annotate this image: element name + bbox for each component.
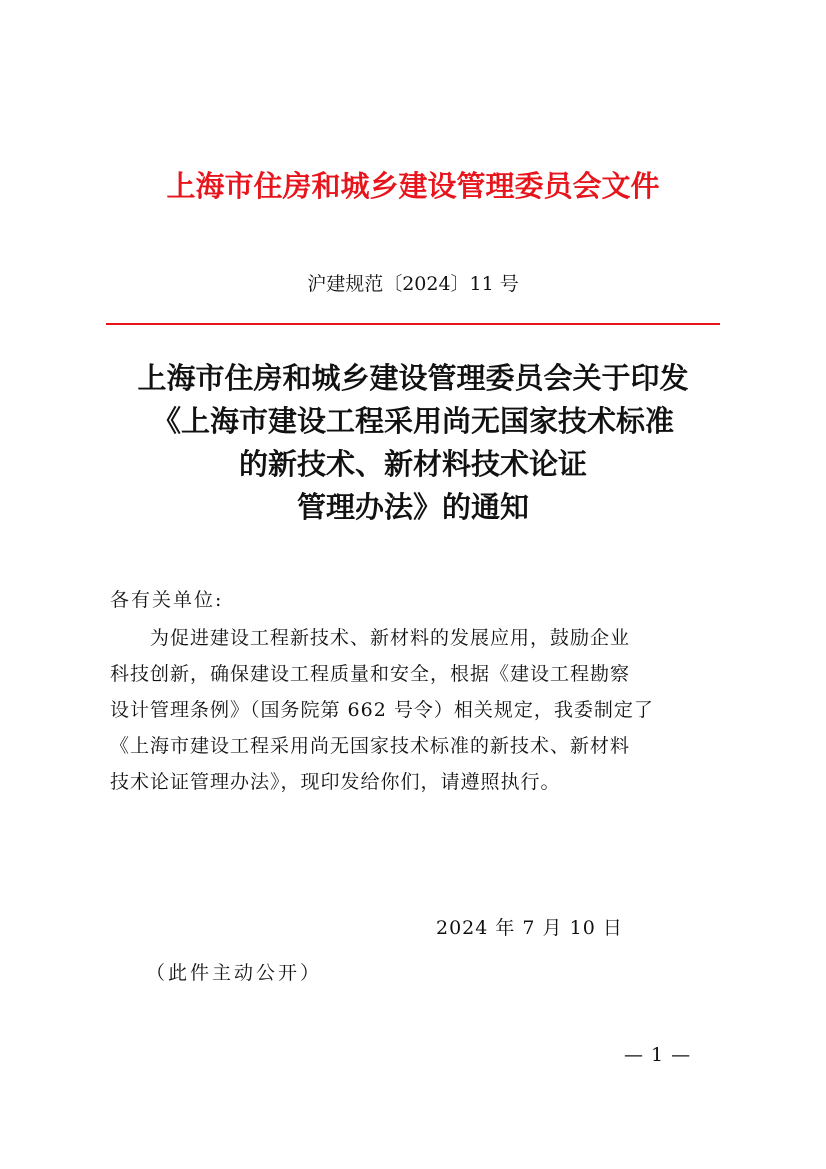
public-disclosure-note: （此件主动公开） [146,962,323,984]
body-line-1: 为促进建设工程新技术、新材料的发展应用，鼓励企业 [110,627,631,649]
document-number: 沪建规范〔2024〕11 号 [307,273,519,295]
document-title [60,357,766,529]
body-line-5: 技术论证管理办法》，现印发给你们，请遵照执行。 [110,771,561,793]
issue-date: 2024 年 7 月 10 日 [436,917,623,939]
title-line-2: 《上海市建设工程采用尚无国家技术标准 [151,404,674,438]
body-paragraph [110,620,716,800]
title-line-3: 的新技术、新材料技术论证 [238,447,587,481]
salutation: 各有关单位: [110,589,224,611]
title-line-4: 管理办法》的通知 [296,490,529,524]
title-line-1: 上海市住房和城乡建设管理委员会关于印发 [137,361,689,395]
red-divider-line [106,323,720,325]
body-line-4: 《上海市建设工程采用尚无国家技术标准的新技术、新材料 [110,735,631,757]
page-number: — 1 — [624,1044,692,1066]
body-line-3: 设计管理条例》（国务院第 662 号令）相关规定，我委制定了 [110,699,654,721]
body-line-2: 科技创新，确保建设工程质量和安全，根据《建设工程勘察 [110,663,631,685]
issuer-title: 上海市住房和城乡建设管理委员会文件 [166,169,660,203]
